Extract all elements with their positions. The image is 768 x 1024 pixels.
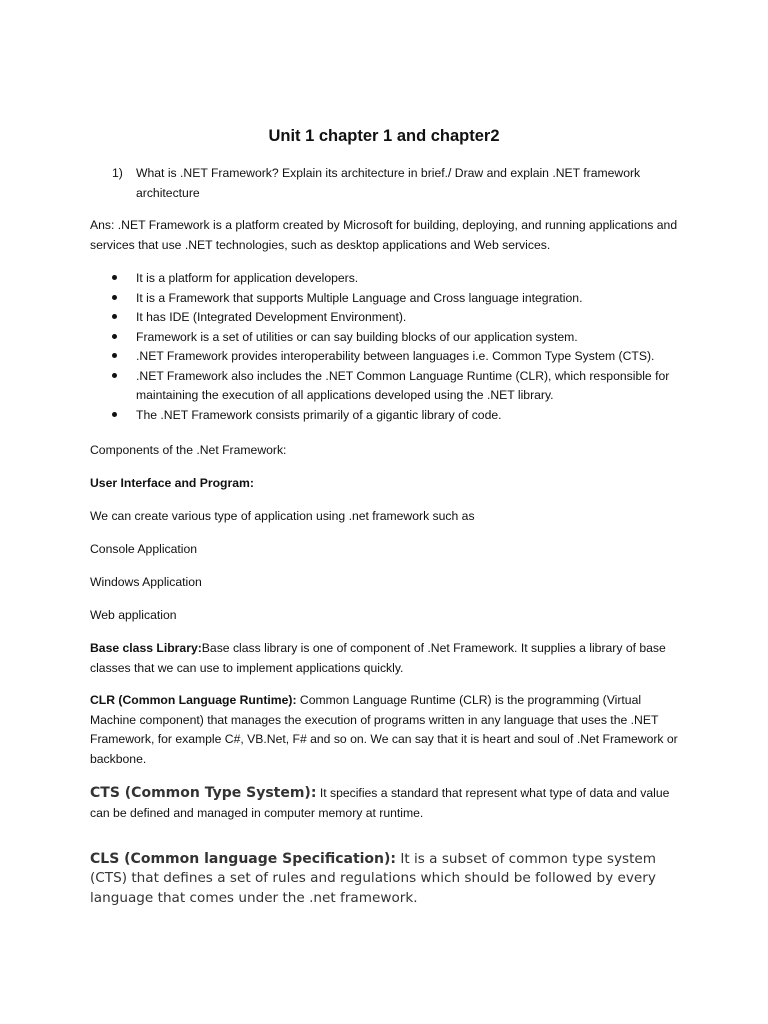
bullet-icon <box>112 295 117 300</box>
bullet-icon <box>112 314 117 319</box>
bullet-item <box>112 289 692 309</box>
cts-paragraph <box>90 784 690 823</box>
bullet-text: It is a platform for application developers. <box>136 271 359 285</box>
bullet-text: It has IDE (Integrated Development Environment). <box>136 310 407 324</box>
bullet-icon <box>112 412 117 417</box>
ui-program-heading: User Interface and Program: <box>90 476 254 490</box>
bullet-item <box>112 347 692 367</box>
app-type-windows: Windows Application <box>90 575 202 589</box>
question-item <box>112 164 692 203</box>
clr-label: CLR (Common Language Runtime): <box>90 693 297 707</box>
ui-program-text: We can create various type of application using .net framework such as <box>90 509 475 523</box>
cls-text: It is a subset of common type system (CTS) that defines a set of rules and regulations which should be followed by every language that comes under the .net framework. <box>90 850 657 906</box>
components-heading: Components of the .Net Framework: <box>90 443 287 457</box>
bullet-text: The .NET Framework consists primarily of a gigantic library of code. <box>136 407 502 422</box>
bullet-icon <box>112 353 117 358</box>
base-class-paragraph <box>90 639 690 678</box>
bullet-item <box>112 328 692 348</box>
question-text: What is .NET Framework? Explain its architecture in brief./ Draw and explain .NET framework architecture <box>136 166 641 200</box>
cls-paragraph <box>90 850 690 909</box>
clr-paragraph <box>90 691 690 769</box>
bullet-icon <box>112 275 117 280</box>
bullet-item <box>112 269 692 289</box>
page-title: Unit 1 chapter 1 and chapter2 <box>268 127 500 145</box>
bullet-icon <box>112 334 117 339</box>
cts-text: It specifies a standard that represent what type of data and value can be defined and managed in computer memory at runtime. <box>90 786 670 820</box>
bullet-text: It is a Framework that supports Multiple Language and Cross language integration. <box>136 290 583 305</box>
bullet-text: .NET Framework provides interoperability between languages i.e. Common Type System (CTS). <box>136 349 655 363</box>
question-number: 1) <box>112 166 123 180</box>
bullet-text: Framework is a set of utilities or can say building blocks of our application system. <box>136 329 578 344</box>
app-type-console: Console Application <box>90 542 198 556</box>
bullet-text: .NET Framework also includes the .NET Common Language Runtime (CLR), which responsible for maintaining the execution of all applications developed using the .NET library. <box>136 368 670 402</box>
answer-paragraph: Ans: .NET Framework is a platform created by Microsoft for building, deploying, and running applications and services that use .NET technologies, such as desktop applications and Web services. <box>90 218 678 252</box>
bullet-list <box>112 269 692 425</box>
clr-text: Common Language Runtime (CLR) is the programming (Virtual Machine component) that manages the execution of programs written in any language that uses the .NET Framework, for example C#, VB.Net, F# and so on. We can say that it is heart and soul of .Net Framework or backbone. <box>90 693 678 766</box>
bullet-item <box>112 367 692 406</box>
bullet-icon <box>112 373 117 378</box>
bullet-item <box>112 308 692 328</box>
bullet-item <box>112 406 692 426</box>
cts-label: CTS (Common Type System): <box>90 785 317 801</box>
app-type-web: Web application <box>90 608 177 622</box>
cls-label: CLS (Common language Specification): <box>90 850 397 867</box>
base-class-text: Base class library is one of component of .Net Framework. It supplies a library of base classes that we can use to implement applications quickly. <box>90 641 666 675</box>
base-class-label: Base class Library: <box>90 641 202 655</box>
